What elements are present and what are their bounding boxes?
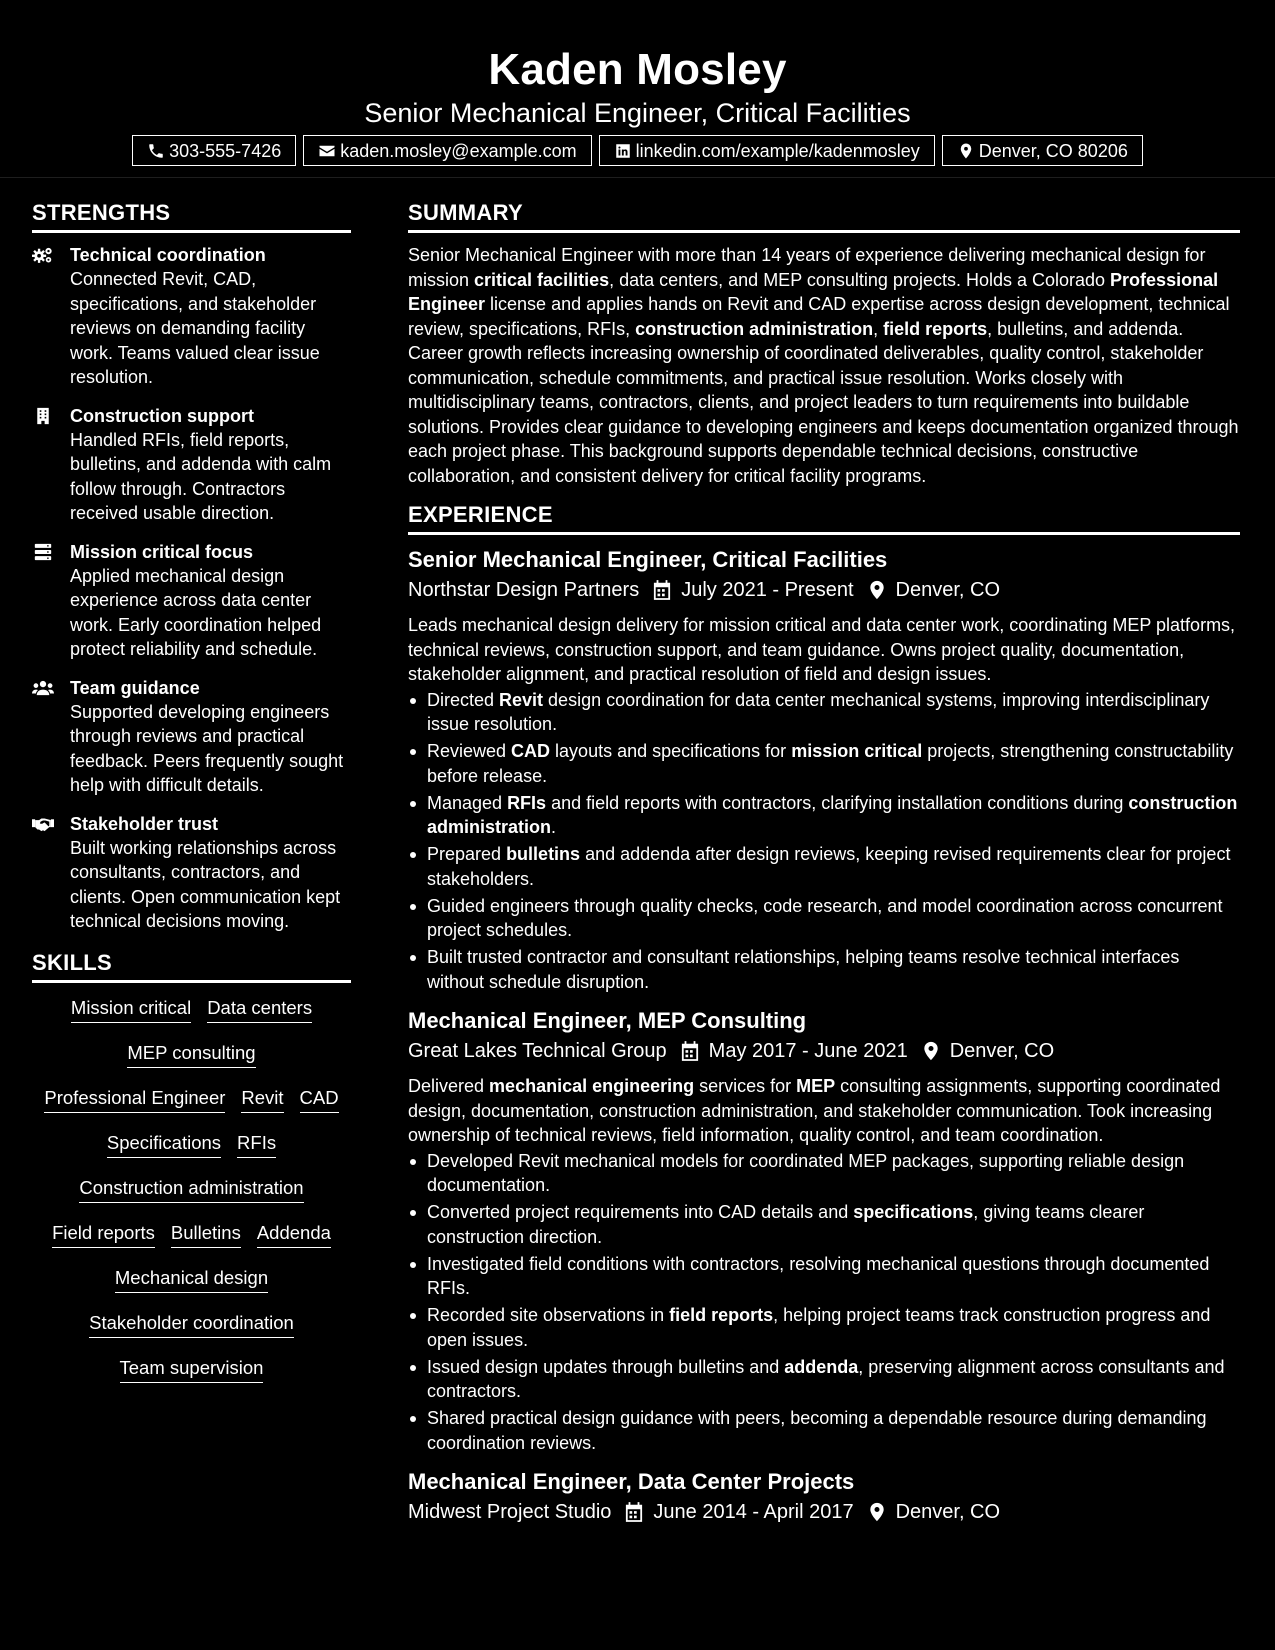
- calendar-icon: [625, 1502, 643, 1522]
- contact-location-text: Denver, CO 80206: [978, 140, 1128, 161]
- bullet-item: Built trusted contractor and consultant relationships, helping teams resolve technical interfaces without schedule disruption.: [408, 945, 1240, 994]
- strength-title: Construction support: [70, 405, 254, 426]
- job-description: Delivered mechanical engineering services for MEP consulting assignments, supporting coordinated design, documentation, construction administration, and stakeholder communication. Took increasing ownership of technical reviews, field information, quality control, and team coordination.: [408, 1076, 1221, 1145]
- job-entry: [408, 1467, 1240, 1527]
- skill-row: [32, 1355, 351, 1400]
- job-location: Denver, CO: [895, 579, 1001, 601]
- bullet-item: Reviewed CAD layouts and specifications for mission critical projects, strengthening constructability before release.: [408, 739, 1240, 788]
- strengths-heading: STRENGTHS: [32, 198, 351, 233]
- job-dates: June 2014 - April 2017: [653, 1501, 854, 1523]
- envelope-icon: [318, 142, 336, 160]
- skill-tag: Stakeholder coordination: [89, 1310, 294, 1338]
- job-description: Leads mechanical design delivery for mission critical and data center work, coordinating MEP platforms, technical reviews, construction support, and team guidance. Owns project quality, documentation, stakeholder alignment, and practical resolution of field and design issues.: [408, 615, 1236, 684]
- contact-bar: [0, 135, 1275, 166]
- skill-row: [32, 1040, 351, 1085]
- job-meta: [408, 575, 1240, 605]
- strength-desc: Handled RFIs, field reports, bulletins, and addenda with calm follow through. Contractors received usable direction.: [70, 429, 332, 523]
- skill-tag: CAD: [300, 1085, 339, 1113]
- skill-tag: Mission critical: [71, 995, 191, 1023]
- bullet-item: Recorded site observations in field reports, helping project teams track construction progress and open issues.: [408, 1303, 1240, 1352]
- skill-tag: Team supervision: [120, 1355, 264, 1383]
- strength-item: [32, 676, 351, 798]
- candidate-name: Kaden Mosley: [488, 45, 787, 94]
- strength-item: [32, 243, 351, 390]
- strength-item: [32, 404, 351, 526]
- job-company: Northstar Design Partners: [408, 579, 640, 601]
- skill-row: [32, 1130, 351, 1175]
- summary-text: Senior Mechanical Engineer with more than 14 years of experience delivering mechanical design for mission critical facilities, data centers, and MEP consulting projects. Holds a Colorado Professional Engineer license and applies hands on Revit and CAD expertise across design development, technical review, specifications, RFIs, construction administration, field reports, bulletins, and addenda. Career growth reflects increasing ownership of coordinated deliverables, quality control, stakeholder communication, schedule commitments, and practical issue resolution. Works closely with multidisciplinary teams, contractors, clients, and project leaders to turn requirements into buildable solutions. Provides clear guidance to developing engineers and keeps documentation organized through each project phase. This background supports dependable technical decisions, constructive collaboration, and consistent delivery for critical facility programs.: [408, 245, 1239, 486]
- gears-icon: [32, 246, 54, 264]
- map-pin-icon: [957, 142, 975, 160]
- skill-row: [32, 1175, 351, 1220]
- skill-tag: Field reports: [52, 1220, 155, 1248]
- linkedin-icon: [614, 142, 632, 160]
- job-dates: July 2021 - Present: [681, 579, 854, 601]
- strength-desc: Connected Revit, CAD, specifications, and stakeholder reviews on demanding facility work. Teams valued clear issue resolution.: [70, 269, 320, 387]
- users-icon: [32, 679, 54, 697]
- skill-row: [32, 1310, 351, 1355]
- skill-tag: MEP consulting: [127, 1040, 255, 1068]
- server-icon: [32, 543, 54, 561]
- skill-tag: Data centers: [207, 995, 312, 1023]
- job-location: Denver, CO: [895, 1501, 1001, 1523]
- strength-title: Team guidance: [70, 677, 200, 698]
- bullet-item: Prepared bulletins and addenda after design reviews, keeping revised requirements clear for project stakeholders.: [408, 842, 1240, 891]
- strength-title: Technical coordination: [70, 245, 266, 265]
- skill-row: [32, 1085, 351, 1130]
- calendar-icon: [681, 1041, 699, 1061]
- map-pin-icon: [868, 1502, 886, 1522]
- contact-phone[interactable]: [132, 135, 296, 166]
- bullet-item: Shared practical design guidance with peers, becoming a dependable resource during demanding coordination reviews.: [408, 1406, 1240, 1455]
- bullet-item: Issued design updates through bulletins and addenda, preserving alignment across consultants and contractors.: [408, 1355, 1240, 1404]
- strength-desc: Supported developing engineers through reviews and practical feedback. Peers frequently sought help with difficult details.: [70, 701, 344, 795]
- skill-tag: Professional Engineer: [44, 1085, 225, 1113]
- skill-tag: Revit: [241, 1085, 283, 1113]
- job-title: Senior Mechanical Engineer, Critical Facilities: [408, 547, 888, 572]
- job-title: Mechanical Engineer, Data Center Projects: [408, 1469, 855, 1494]
- strength-desc: Applied mechanical design experience across data center work. Early coordination helped protect reliability and schedule.: [70, 565, 322, 659]
- skills-list: [32, 995, 351, 1400]
- contact-phone-text: 303-555-7426: [169, 140, 282, 161]
- resume-header: [0, 0, 1275, 178]
- skill-tag: RFIs: [237, 1130, 276, 1158]
- contact-email-text: kaden.mosley@example.com: [340, 140, 577, 161]
- skill-row: [32, 995, 351, 1040]
- bullet-item: Investigated field conditions with contractors, resolving mechanical questions through documented RFIs.: [408, 1252, 1240, 1301]
- skill-row: [32, 1220, 351, 1265]
- contact-linkedin-text: linkedin.com/example/kadenmosley: [635, 140, 920, 161]
- job-title: Mechanical Engineer, MEP Consulting: [408, 1008, 807, 1033]
- strength-desc: Built working relationships across consultants, contractors, and clients. Open communication kept technical decisions moving.: [70, 837, 341, 931]
- job-company: Great Lakes Technical Group: [408, 1040, 667, 1062]
- calendar-icon: [653, 580, 671, 600]
- right-column: [408, 198, 1240, 1539]
- bullet-item: Guided engineers through quality checks, code research, and model coordination across concurrent project schedules.: [408, 894, 1240, 943]
- strength-item: [32, 540, 351, 662]
- skill-tag: Bulletins: [171, 1220, 241, 1248]
- strength-item: [32, 812, 351, 934]
- map-pin-icon: [868, 580, 886, 600]
- contact-linkedin[interactable]: [599, 135, 935, 166]
- bullet-item: Developed Revit mechanical models for coordinated MEP packages, supporting reliable design documentation.: [408, 1149, 1240, 1198]
- skill-tag: Addenda: [257, 1220, 331, 1248]
- contact-location: [942, 135, 1143, 166]
- strength-title: Stakeholder trust: [70, 813, 219, 834]
- building-icon: [32, 407, 54, 425]
- candidate-title: Senior Mechanical Engineer, Critical Facilities: [364, 98, 911, 128]
- map-pin-icon: [922, 1041, 940, 1061]
- handshake-icon: [32, 815, 54, 833]
- job-entry: [408, 545, 1240, 994]
- phone-icon: [147, 142, 165, 160]
- job-dates: May 2017 - June 2021: [708, 1040, 908, 1062]
- skill-tag: Mechanical design: [115, 1265, 268, 1293]
- strength-title: Mission critical focus: [70, 541, 254, 562]
- left-column: [32, 198, 351, 1400]
- job-meta: [408, 1036, 1240, 1066]
- bullet-item: Converted project requirements into CAD details and specifications, giving teams clearer construction direction.: [408, 1200, 1240, 1249]
- experience-list: [408, 545, 1240, 1527]
- job-meta: [408, 1497, 1240, 1527]
- bullet-item: Directed Revit design coordination for data center mechanical systems, improving interdisciplinary issue resolution.: [408, 688, 1240, 737]
- job-bullets: [408, 1149, 1240, 1456]
- skill-row: [32, 1265, 351, 1310]
- skill-tag: Specifications: [107, 1130, 221, 1158]
- skill-tag: Construction administration: [79, 1175, 303, 1203]
- contact-email[interactable]: [303, 135, 591, 166]
- skills-heading: SKILLS: [32, 948, 351, 983]
- job-entry: [408, 1006, 1240, 1455]
- job-company: Midwest Project Studio: [408, 1501, 612, 1523]
- job-location: Denver, CO: [949, 1040, 1055, 1062]
- summary-heading: SUMMARY: [408, 198, 1240, 233]
- bullet-item: Managed RFIs and field reports with contractors, clarifying installation conditions during construction administration.: [408, 791, 1240, 840]
- job-bullets: [408, 688, 1240, 995]
- experience-heading: EXPERIENCE: [408, 500, 1240, 535]
